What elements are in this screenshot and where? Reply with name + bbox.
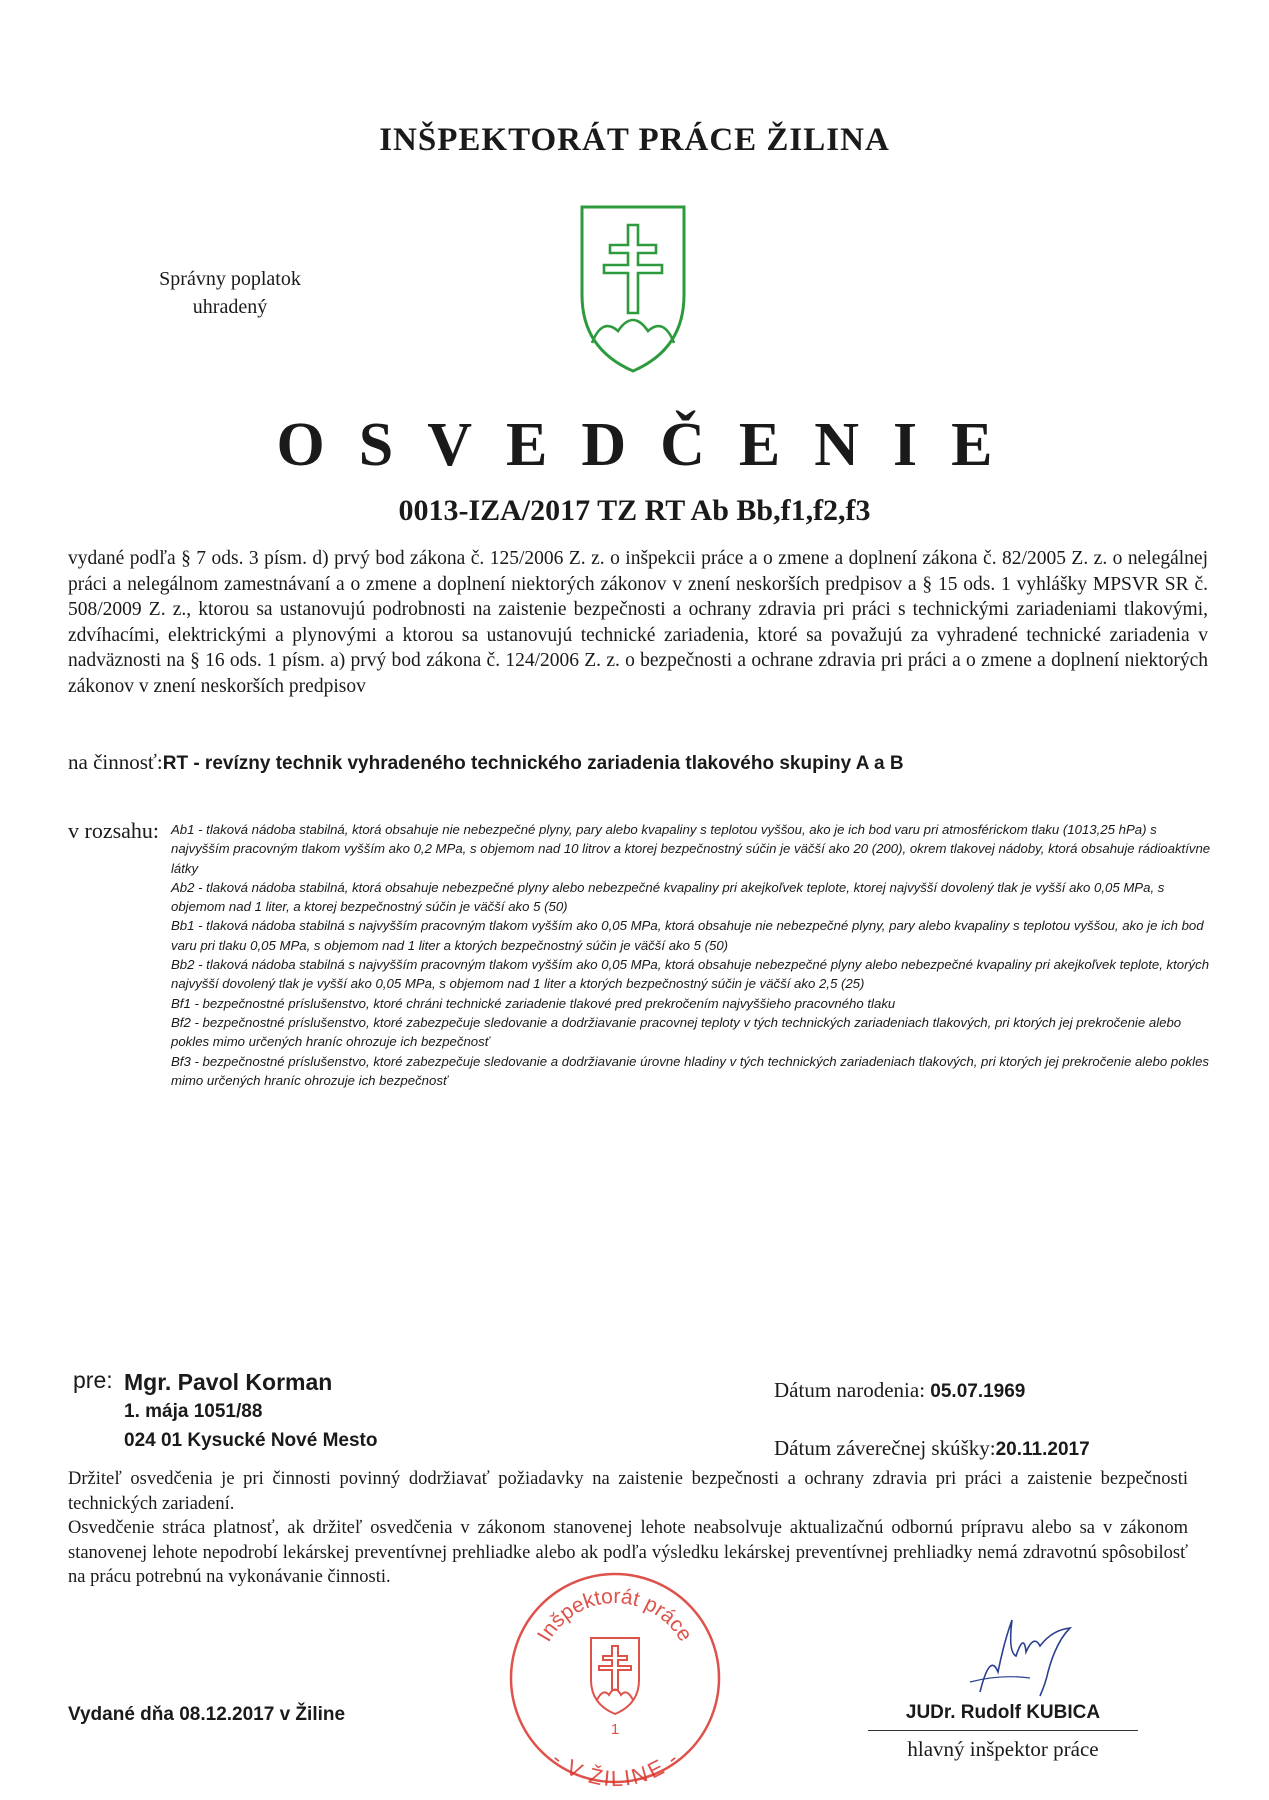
stamp-coat-of-arms-icon bbox=[591, 1638, 639, 1714]
validity-paragraph: Osvedčenie stráca platnosť, ak držiteľ osvedčenia v zákonom stanovenej lehote neabsolvuje aktualizačnú odbornú prípravu alebo sa v zákonom stanovenej lehote nepodrobí lekárskej preventívnej prehliadke alebo ak podľa výsledku lekárskej preventívnej prehliadky nemá zdravotnú spôsobilosť na prácu potrebnú na vykonávanie činnosti. bbox=[68, 1518, 1188, 1587]
holder-street: 1. mája 1051/88 bbox=[124, 1401, 263, 1422]
stamp-bottom-text: - V ŽILINE - bbox=[547, 1746, 683, 1788]
handwritten-signature bbox=[960, 1612, 1110, 1702]
svg-text:- V ŽILINE - bbox=[547, 1746, 682, 1788]
exam-date-label: Dátum záverečnej skúšky: bbox=[774, 1436, 996, 1460]
signatory-name: JUDr. Rudolf KUBICA bbox=[905, 1702, 1101, 1723]
scope-item: Bb1 - tlaková nádoba stabilná s najvyšším pracovným tlakom vyšším ako 0,05 MPa, ktorá obsahuje nie nebezpečné plyny, pary alebo kvapaliny s teplotou vyššou, ako je ich bod varu pri tlaku 0,05 MPa, s objemom nad 1 liter a ktorých bezpečnostný súčin je väčší ako 5 (50) bbox=[171, 918, 1204, 953]
signature-line bbox=[868, 1730, 1138, 1731]
obligation-paragraph: Držiteľ osvedčenia je pri činnosti povinný dodržiavať požiadavky na zaistenie bezpečnosti a ochrany zdravia pri práci a zaistenie bezpečnosti technických zariadení. bbox=[68, 1469, 1188, 1514]
fee-paid-note bbox=[150, 265, 310, 321]
certificate-number: 0013-IZA/2017 TZ RT Ab Bb,f1,f2,f3 bbox=[398, 494, 871, 527]
signatory-role: hlavný inšpektor práce bbox=[907, 1737, 1099, 1761]
scope-item: Bf2 - bezpečnostné príslušenstvo, ktoré zabezpečuje sledovanie a dodržiavanie pracovnej teploty v tých technických zariadeniach tlakových, pri ktorých jej prekročenie alebo pokles mimo určených hraníc ohrozuje ich bezpečnosť bbox=[171, 1014, 1182, 1050]
holder-block bbox=[124, 1367, 377, 1455]
scope-list bbox=[171, 820, 1216, 1090]
exam-date-value: 20.11.2017 bbox=[995, 1439, 1090, 1460]
birth-date-label: Dátum narodenia: bbox=[774, 1378, 926, 1402]
scope-item: Bf1 - bezpečnostné príslušenstvo, ktoré chráni technické zariadenie tlakové pred prekročením najvyššieho pracovného tlaku bbox=[171, 995, 896, 1011]
legal-basis: vydané podľa § 7 ods. 3 písm. d) prvý bod zákona č. 125/2006 Z. z. o inšpekcii práce a o zmene a doplnení zákona č. 82/2005 Z. z. o nelegálnej práci a nelegálnom zamestnávaní a o zmene a doplnení niektorých zákonov v znení neskorších predpisov a § 15 ods. 1 vyhlášky MPSVR SR č. 508/2009 Z. z., ktorou sa ustanovujú podrobnosti na zaistenie bezpečnosti a ochrany zdravia pri práci s technickými zariadeniami tlakovými, zdvíhacími, elektrickými a plynovými a ktorou sa ustanovujú technické zariadenia, ktoré sa považujú za vyhradené technické zariadenia v nadväznosti na § 16 ods. 1 písm. a) prvý bod zákona č. 124/2006 Z. z. o bezpečnosti a ochrane zdravia pri práci a o zmene a doplnení niektorých zákonov v znení neskorších predpisov bbox=[68, 548, 1208, 697]
fee-line-2: uhradený bbox=[192, 296, 268, 318]
birth-date-value: 05.07.1969 bbox=[930, 1381, 1026, 1402]
scope-item: Bb2 - tlaková nádoba stabilná s najvyšším pracovným tlakom vyšším ako 0,05 MPa, ktorá obsahuje nebezpečné plyny alebo nebezpečné kvapaliny pri akejkoľvek teplote, ktorých najvyšší dovolený tlak je vyšší ako 0,05 MPa, s objemom nad 1 liter a ktorých bezpečnostný súčin je väčší ako 2,5 (25) bbox=[171, 957, 1210, 992]
scope-item: Ab2 - tlaková nádoba stabilná, ktorá obsahuje nebezpečné plyny alebo nebezpečné kvapaliny pri akejkoľvek teplote, ktorej najvyšší dovolený tlak je vyšší ako 0,05 MPa, s objemom nad 1 liter, a ktorej bezpečnostný súčin je väčší ako 5 (50) bbox=[171, 879, 1165, 915]
birth-date-row bbox=[774, 1362, 1090, 1420]
document-title: OSVEDČENIE bbox=[276, 411, 1027, 479]
holder-pre-label: pre: bbox=[73, 1367, 113, 1393]
issuing-authority: INŠPEKTORÁT PRÁCE ŽILINA bbox=[379, 122, 890, 158]
stamp-top-text: Inšpektorát práce bbox=[533, 1584, 697, 1646]
activity-line bbox=[68, 750, 1218, 775]
stamp-number: 1 bbox=[610, 1721, 620, 1738]
scope-item: Bf3 - bezpečnostné príslušenstvo, ktoré zabezpečuje sledovanie a dodržiavanie úrovne hladiny v tých technických zariadeniach tlakových, pri ktorých jej prekročenie alebo pokles mimo určených hraníc ohrozuje ich bezpečnosť bbox=[171, 1053, 1209, 1088]
signatory-block bbox=[868, 1702, 1138, 1762]
issue-date-place: Vydané dňa 08.12.2017 v Žiline bbox=[68, 1704, 346, 1725]
fee-line-1: Správny poplatok bbox=[159, 268, 301, 290]
holder-name: Mgr. Pavol Korman bbox=[124, 1369, 333, 1395]
scope-item: Ab1 - tlaková nádoba stabilná, ktorá obsahuje nie nebezpečné plyny, pary alebo kvapaliny s teplotou vyššou, ako je ich bod varu pri atmosférickom tlaku (1013,25 hPa) s najvyšším pracovným tlakom vyšším ako 0,2 MPa, s objemom nad 10 litrov a ktorej bezpečnostný súčin je väčší ako 20 (200), okrem tlakovej nádoby, ktorá obsahuje rádioaktívne látky bbox=[171, 822, 1211, 876]
official-stamp bbox=[505, 1568, 725, 1788]
dates-block bbox=[774, 1362, 1090, 1478]
scope-label: v rozsahu: bbox=[68, 818, 160, 843]
activity-value: RT - revízny technik vyhradeného technického zariadenia tlakového skupiny A a B bbox=[162, 753, 904, 774]
svg-text:Inšpektorát práce bbox=[533, 1585, 697, 1646]
holder-city: 024 01 Kysucké Nové Mesto bbox=[124, 1430, 378, 1451]
activity-label: na činnosť: bbox=[68, 750, 163, 774]
slovak-coat-of-arms-icon bbox=[578, 203, 688, 375]
